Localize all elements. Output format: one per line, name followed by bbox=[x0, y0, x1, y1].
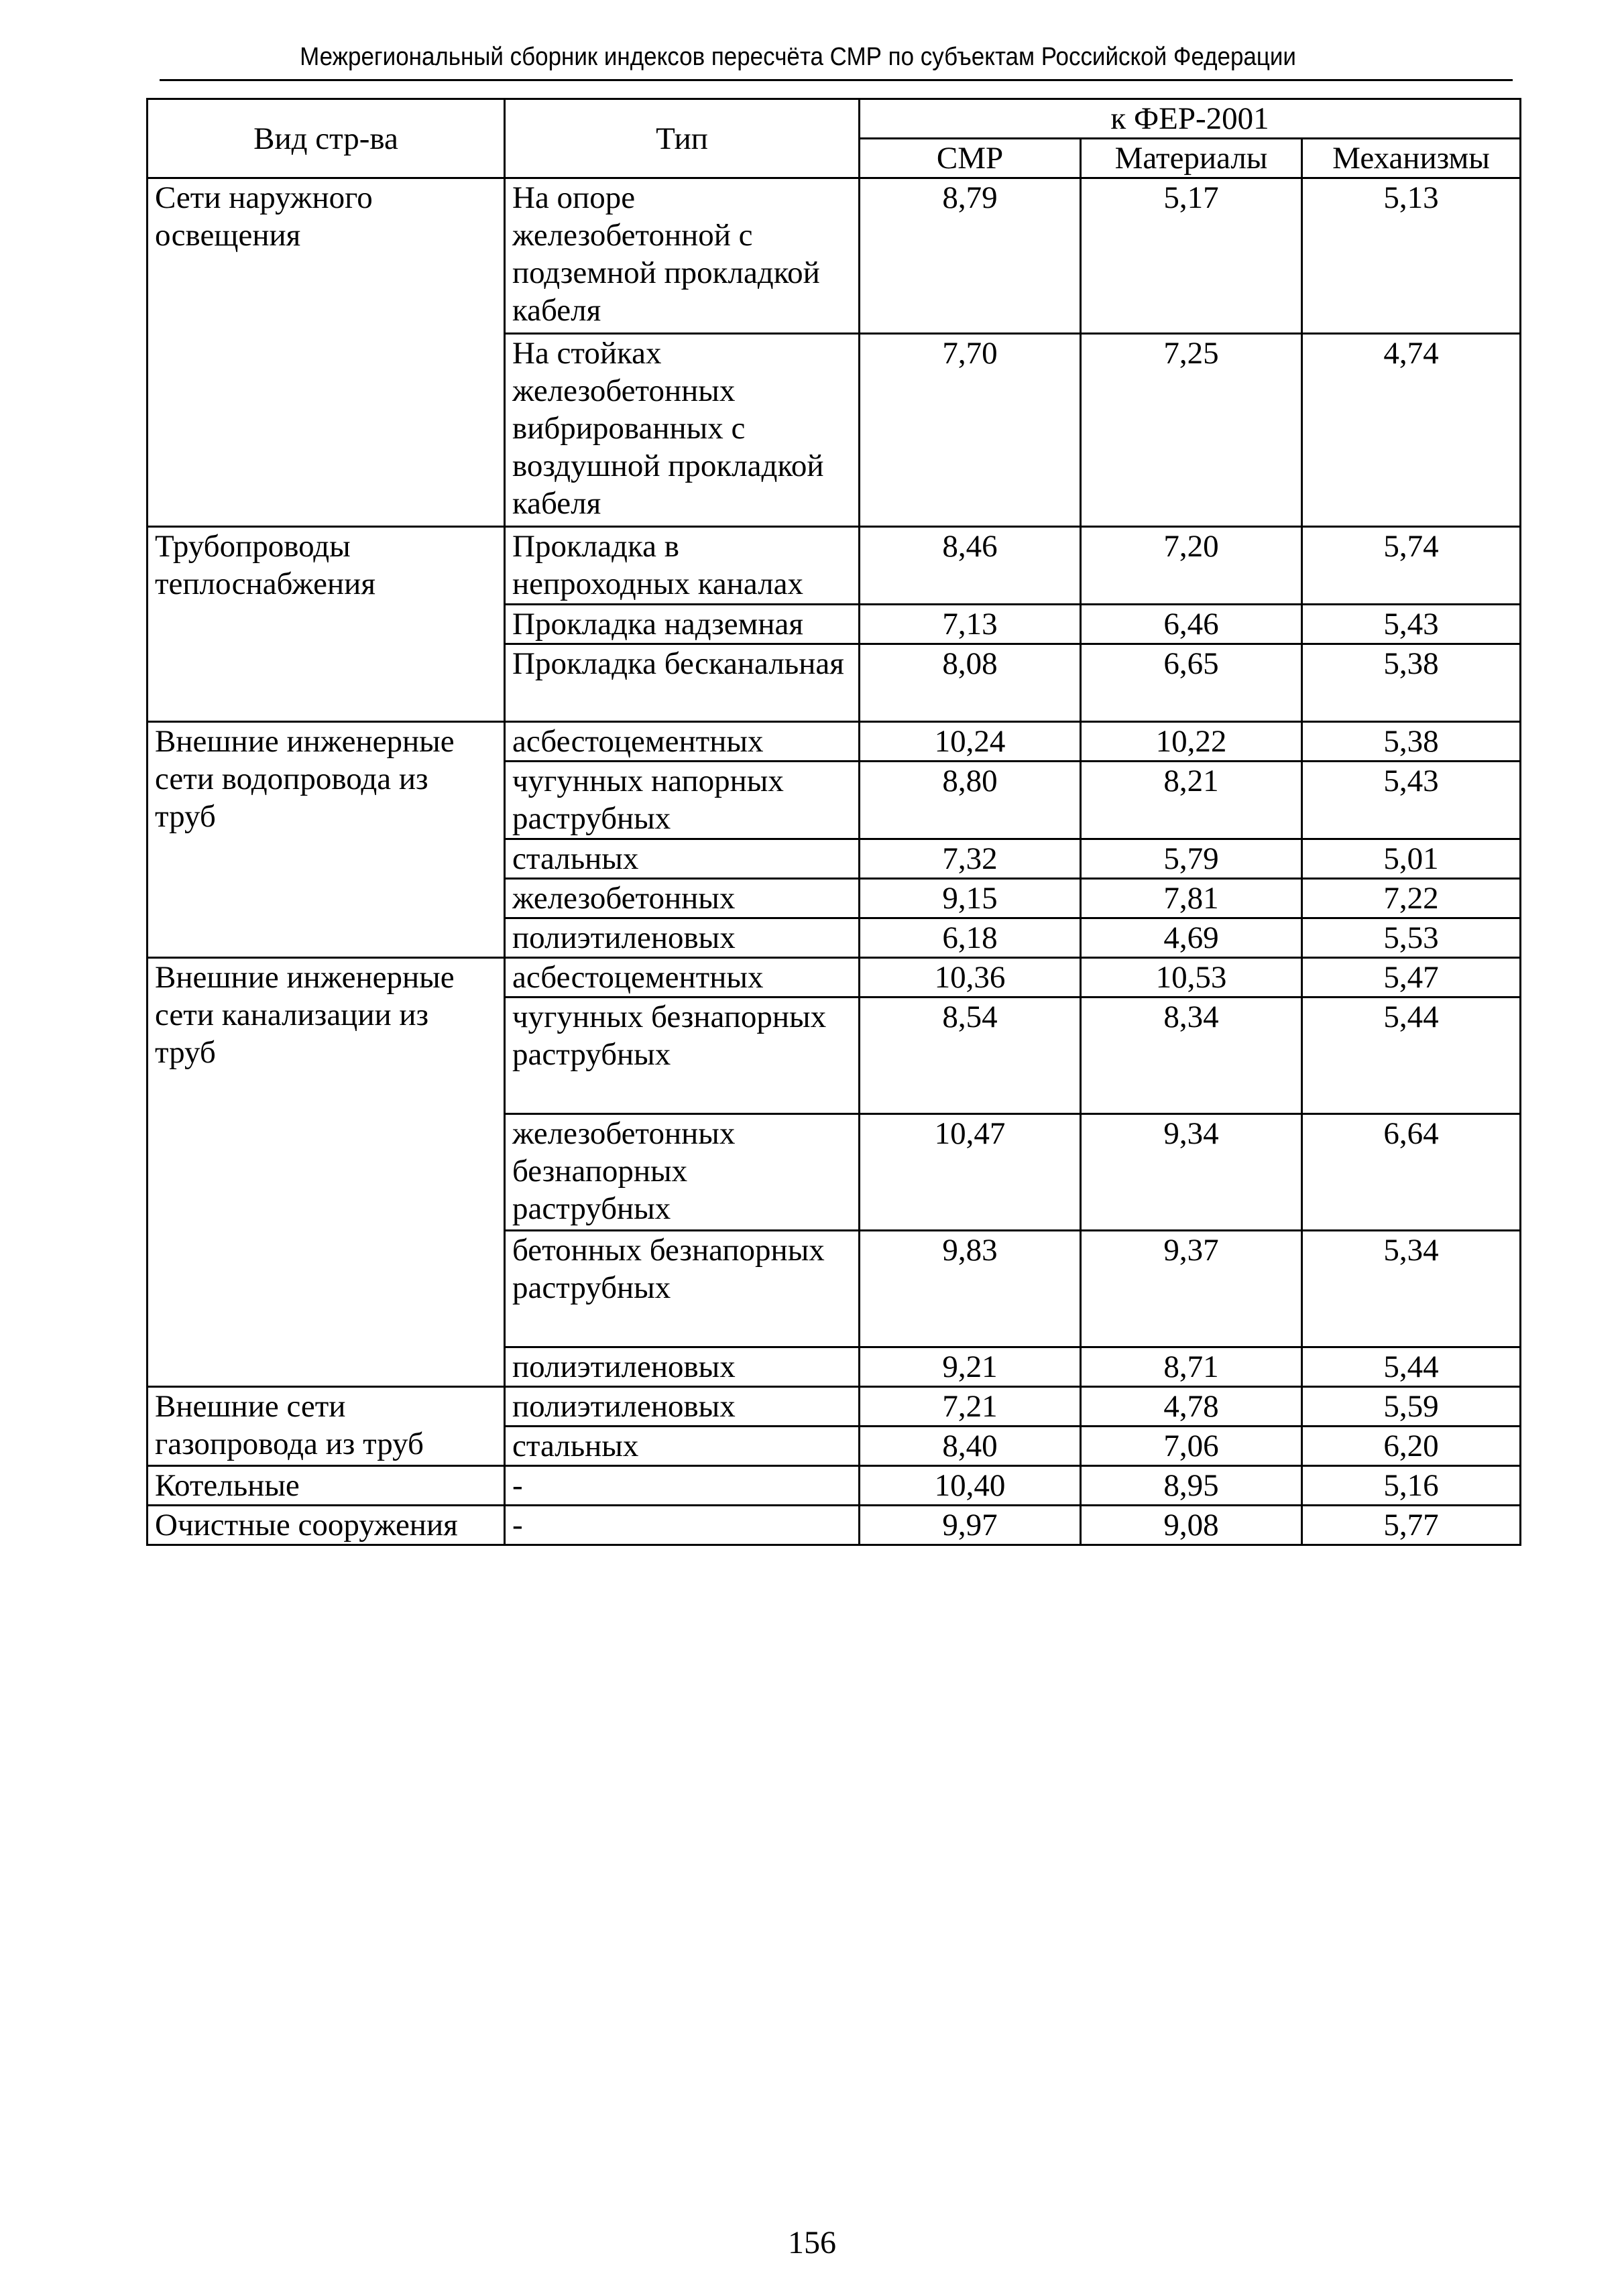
cell-smr: 8,08 bbox=[860, 644, 1081, 722]
cell-type: На опоре железобетонной с подземной прокладкой кабеля bbox=[505, 178, 860, 334]
cell-type: железобетонных bbox=[505, 879, 860, 918]
cell-materials: 9,34 bbox=[1081, 1114, 1302, 1231]
cell-mechanisms: 4,74 bbox=[1302, 334, 1521, 527]
cell-materials: 6,65 bbox=[1081, 644, 1302, 722]
cell-smr: 10,36 bbox=[860, 958, 1081, 998]
cell-smr: 10,24 bbox=[860, 722, 1081, 762]
table-header bbox=[148, 99, 1521, 178]
cell-mechanisms: 5,38 bbox=[1302, 644, 1521, 722]
cell-smr: 8,46 bbox=[860, 527, 1081, 605]
cell-kind: Котельные bbox=[148, 1466, 505, 1506]
cell-materials: 8,71 bbox=[1081, 1347, 1302, 1387]
cell-type: чугунных безнапорных раструбных bbox=[505, 998, 860, 1114]
cell-mechanisms: 5,44 bbox=[1302, 1347, 1521, 1387]
cell-smr: 9,15 bbox=[860, 879, 1081, 918]
cell-smr: 8,54 bbox=[860, 998, 1081, 1114]
cell-type: железобетонных безнапорных раструбных bbox=[505, 1114, 860, 1231]
cell-kind: Внешние инженерные сети водопровода из труб bbox=[148, 722, 505, 958]
cell-smr: 9,83 bbox=[860, 1231, 1081, 1347]
index-table bbox=[146, 98, 1521, 1546]
cell-smr: 6,18 bbox=[860, 918, 1081, 958]
cell-mechanisms: 5,43 bbox=[1302, 605, 1521, 644]
cell-smr: 10,40 bbox=[860, 1466, 1081, 1506]
cell-materials: 7,25 bbox=[1081, 334, 1302, 527]
cell-smr: 8,40 bbox=[860, 1427, 1081, 1466]
cell-materials: 10,22 bbox=[1081, 722, 1302, 762]
table-row bbox=[148, 178, 1521, 334]
cell-mechanisms: 5,16 bbox=[1302, 1466, 1521, 1506]
cell-mechanisms: 6,20 bbox=[1302, 1427, 1521, 1466]
cell-materials: 10,53 bbox=[1081, 958, 1302, 998]
col-header-mechanisms: Механизмы bbox=[1302, 139, 1521, 178]
page-number: 156 bbox=[788, 2225, 836, 2260]
col-header-group: к ФЕР-2001 bbox=[860, 99, 1521, 139]
cell-type: полиэтиленовых bbox=[505, 1387, 860, 1427]
cell-smr: 8,80 bbox=[860, 762, 1081, 839]
table-row bbox=[148, 1466, 1521, 1506]
cell-smr: 7,32 bbox=[860, 839, 1081, 879]
cell-type: чугунных напорных раструбных bbox=[505, 762, 860, 839]
cell-type: асбестоцементных bbox=[505, 958, 860, 998]
cell-mechanisms: 5,74 bbox=[1302, 527, 1521, 605]
header-rule bbox=[160, 79, 1513, 81]
cell-kind: Трубопроводы теплоснабжения bbox=[148, 527, 505, 722]
cell-mechanisms: 5,59 bbox=[1302, 1387, 1521, 1427]
cell-smr: 9,97 bbox=[860, 1506, 1081, 1545]
cell-materials: 9,08 bbox=[1081, 1506, 1302, 1545]
cell-materials: 7,06 bbox=[1081, 1427, 1302, 1466]
cell-mechanisms: 5,43 bbox=[1302, 762, 1521, 839]
cell-materials: 8,21 bbox=[1081, 762, 1302, 839]
table-body bbox=[148, 178, 1521, 1545]
cell-type: бетонных безнапорных раструбных bbox=[505, 1231, 860, 1347]
cell-smr: 7,21 bbox=[860, 1387, 1081, 1427]
cell-type: Прокладка бесканальная bbox=[505, 644, 860, 722]
cell-kind: Внешние сети газопровода из труб bbox=[148, 1387, 505, 1466]
cell-type: стальных bbox=[505, 1427, 860, 1466]
cell-kind: Внешние инженерные сети канализации из труб bbox=[148, 958, 505, 1387]
cell-materials: 5,17 bbox=[1081, 178, 1302, 334]
cell-mechanisms: 5,38 bbox=[1302, 722, 1521, 762]
col-header-kind: Вид стр-ва bbox=[148, 99, 505, 178]
table-row bbox=[148, 1506, 1521, 1545]
cell-smr: 7,13 bbox=[860, 605, 1081, 644]
cell-materials: 4,69 bbox=[1081, 918, 1302, 958]
cell-mechanisms: 5,34 bbox=[1302, 1231, 1521, 1347]
cell-type: полиэтиленовых bbox=[505, 918, 860, 958]
cell-smr: 10,47 bbox=[860, 1114, 1081, 1231]
cell-type: - bbox=[505, 1506, 860, 1545]
cell-mechanisms: 5,53 bbox=[1302, 918, 1521, 958]
table-row bbox=[148, 1387, 1521, 1427]
cell-mechanisms: 7,22 bbox=[1302, 879, 1521, 918]
table-row bbox=[148, 722, 1521, 762]
cell-type: асбестоцементных bbox=[505, 722, 860, 762]
col-header-smr: СМР bbox=[860, 139, 1081, 178]
table-row bbox=[148, 527, 1521, 605]
cell-type: Прокладка надземная bbox=[505, 605, 860, 644]
cell-type: стальных bbox=[505, 839, 860, 879]
cell-materials: 9,37 bbox=[1081, 1231, 1302, 1347]
cell-mechanisms: 6,64 bbox=[1302, 1114, 1521, 1231]
cell-kind: Очистные сооружения bbox=[148, 1506, 505, 1545]
cell-materials: 7,81 bbox=[1081, 879, 1302, 918]
cell-type: полиэтиленовых bbox=[505, 1347, 860, 1387]
cell-type: - bbox=[505, 1466, 860, 1506]
cell-smr: 9,21 bbox=[860, 1347, 1081, 1387]
cell-mechanisms: 5,44 bbox=[1302, 998, 1521, 1114]
cell-mechanisms: 5,47 bbox=[1302, 958, 1521, 998]
cell-materials: 8,95 bbox=[1081, 1466, 1302, 1506]
cell-materials: 5,79 bbox=[1081, 839, 1302, 879]
cell-mechanisms: 5,13 bbox=[1302, 178, 1521, 334]
cell-materials: 6,46 bbox=[1081, 605, 1302, 644]
cell-smr: 8,79 bbox=[860, 178, 1081, 334]
cell-materials: 8,34 bbox=[1081, 998, 1302, 1114]
cell-smr: 7,70 bbox=[860, 334, 1081, 527]
cell-mechanisms: 5,77 bbox=[1302, 1506, 1521, 1545]
col-header-materials: Материалы bbox=[1081, 139, 1302, 178]
cell-materials: 4,78 bbox=[1081, 1387, 1302, 1427]
cell-mechanisms: 5,01 bbox=[1302, 839, 1521, 879]
cell-materials: 7,20 bbox=[1081, 527, 1302, 605]
cell-type: На стойках железобетонных вибрированных с воздушной прокладкой кабеля bbox=[505, 334, 860, 527]
table-row bbox=[148, 958, 1521, 998]
header-row-1 bbox=[148, 99, 1521, 139]
col-header-type: Тип bbox=[505, 99, 860, 178]
cell-kind: Сети наружного освещения bbox=[148, 178, 505, 527]
page-header-title: Межрегиональный сборник индексов пересчёта СМР по субъектам Российской Федерации bbox=[300, 43, 1296, 71]
cell-type: Прокладка в непроходных каналах bbox=[505, 527, 860, 605]
